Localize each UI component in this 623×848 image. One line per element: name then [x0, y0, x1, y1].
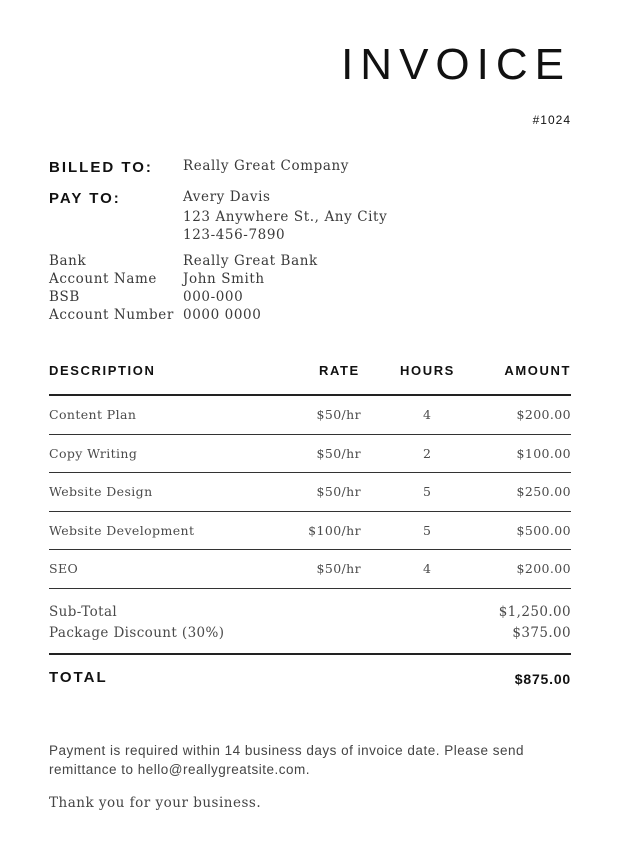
account-name-label: Account Name: [49, 271, 157, 287]
row-hours: 4: [423, 561, 432, 576]
table-row: [49, 446, 571, 466]
row-description: Website Development: [49, 523, 195, 538]
pay-to-label: PAY TO:: [49, 190, 121, 207]
subtotal-label: Sub-Total: [49, 604, 118, 620]
row-amount: $250.00: [516, 484, 571, 499]
bank-value: Really Great Bank: [183, 253, 318, 269]
row-description: Content Plan: [49, 407, 137, 422]
row-hours: 5: [423, 523, 432, 538]
total-value: $875.00: [514, 671, 571, 687]
row-description: SEO: [49, 561, 79, 576]
thanks-note: Thank you for your business.: [49, 795, 262, 811]
total-label: TOTAL: [49, 669, 108, 686]
billed-to-value: Really Great Company: [183, 158, 350, 174]
col-header-description: DESCRIPTION: [49, 363, 156, 378]
row-amount: $200.00: [516, 561, 571, 576]
row-hours: 2: [423, 446, 432, 461]
account-number-value: 0000 0000: [183, 307, 262, 323]
row-divider: [49, 549, 571, 550]
table-header-divider: [49, 394, 571, 396]
bsb-value: 000-000: [183, 289, 244, 305]
row-amount: $500.00: [516, 523, 571, 538]
row-rate: $50/hr: [316, 484, 361, 499]
subtotal-value: $1,250.00: [498, 604, 571, 620]
pay-to-address: 123 Anywhere St., Any City: [183, 209, 388, 225]
invoice-number: #1024: [532, 113, 571, 127]
row-description: Website Design: [49, 484, 153, 499]
table-row: [49, 407, 571, 427]
row-amount: $200.00: [516, 407, 571, 422]
row-divider: [49, 511, 571, 512]
row-rate: $50/hr: [316, 407, 361, 422]
row-hours: 4: [423, 407, 432, 422]
row-rate: $50/hr: [316, 446, 361, 461]
col-header-hours: HOURS: [400, 363, 455, 378]
account-number-label: Account Number: [49, 307, 174, 323]
col-header-amount: AMOUNT: [504, 363, 571, 378]
discount-label: Package Discount (30%): [49, 625, 225, 641]
table-row: [49, 523, 571, 543]
billed-to-label: BILLED TO:: [49, 159, 153, 176]
bsb-label: BSB: [49, 289, 80, 305]
row-divider: [49, 472, 571, 473]
pay-to-name: Avery Davis: [183, 189, 271, 205]
row-rate: $50/hr: [316, 561, 361, 576]
payment-note: Payment is required within 14 business days of invoice date. Please send remittance to hello@reallygreatsite.com.: [49, 743, 525, 777]
account-name-value: John Smith: [183, 271, 265, 287]
total-divider: [49, 653, 571, 655]
row-description: Copy Writing: [49, 446, 138, 461]
row-rate: $100/hr: [308, 523, 361, 538]
col-header-rate: RATE: [319, 363, 360, 378]
table-row: [49, 484, 571, 504]
table-row: [49, 561, 571, 581]
discount-value: $375.00: [512, 625, 571, 641]
invoice-title: INVOICE: [341, 40, 571, 89]
row-amount: $100.00: [516, 446, 571, 461]
row-divider: [49, 434, 571, 435]
bank-label: Bank: [49, 253, 87, 269]
row-hours: 5: [423, 484, 432, 499]
row-divider: [49, 588, 571, 589]
pay-to-phone: 123-456-7890: [183, 227, 286, 243]
